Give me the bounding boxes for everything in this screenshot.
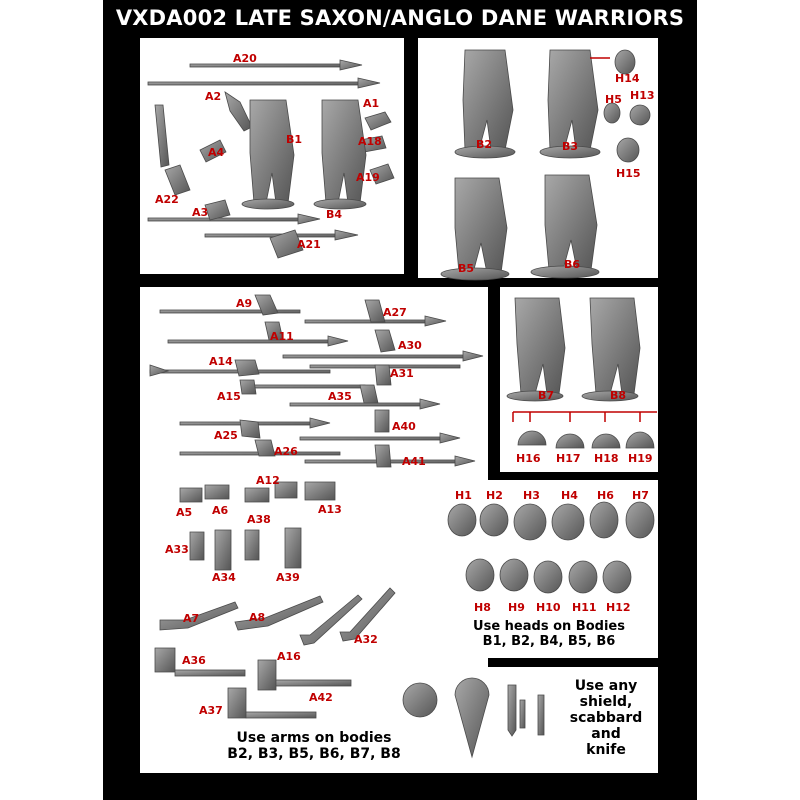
label-h8: H8 xyxy=(474,601,491,614)
heads-note-line2: B1, B2, B4, B5, B6 xyxy=(482,633,616,649)
label-a39: A39 xyxy=(276,571,300,584)
label-a2: A2 xyxy=(205,90,222,103)
label-a33: A33 xyxy=(165,543,189,556)
label-h19: H19 xyxy=(628,452,653,465)
label-a40: A40 xyxy=(392,420,416,433)
label-h6: H6 xyxy=(597,489,614,502)
label-h13: H13 xyxy=(630,89,655,102)
label-h10: H10 xyxy=(536,601,561,614)
label-a38: A38 xyxy=(247,513,271,526)
label-a13: A13 xyxy=(318,503,342,516)
label-b5: B5 xyxy=(458,262,475,275)
label-a35: A35 xyxy=(328,390,352,403)
label-a26: A26 xyxy=(274,445,298,458)
label-a9: A9 xyxy=(236,297,253,310)
label-a18: A18 xyxy=(358,135,382,148)
label-a20: A20 xyxy=(233,52,257,65)
label-a27: A27 xyxy=(383,306,407,319)
label-h15: H15 xyxy=(616,167,641,180)
label-a11: A11 xyxy=(270,330,294,343)
label-b7: B7 xyxy=(538,389,555,402)
shields-note-line1: Use any xyxy=(574,678,638,694)
label-a3: A3 xyxy=(192,206,209,219)
label-h1: H1 xyxy=(455,489,472,502)
label-a34: A34 xyxy=(212,571,236,584)
label-a19: A19 xyxy=(356,171,380,184)
label-h17: H17 xyxy=(556,452,581,465)
label-a16: A16 xyxy=(277,650,301,663)
label-h11: H11 xyxy=(572,601,597,614)
heads-note-line1: Use heads on Bodies xyxy=(473,619,625,634)
label-a22: A22 xyxy=(155,193,179,206)
label-a15: A15 xyxy=(217,390,241,403)
label-h18: H18 xyxy=(594,452,619,465)
label-a4: A4 xyxy=(208,146,225,159)
label-b3: B3 xyxy=(562,140,579,153)
label-a8: A8 xyxy=(249,611,266,624)
label-b2: B2 xyxy=(476,138,493,151)
label-h2: H2 xyxy=(486,489,503,502)
label-a12: A12 xyxy=(256,474,280,487)
label-h9: H9 xyxy=(508,601,525,614)
label-a30: A30 xyxy=(398,339,422,352)
label-a36: A36 xyxy=(182,654,206,667)
arms-note-line2: B2, B3, B5, B6, B7, B8 xyxy=(227,746,401,763)
label-a7: A7 xyxy=(183,612,200,625)
label-b8: B8 xyxy=(610,389,627,402)
label-b4: B4 xyxy=(326,208,343,221)
label-h4: H4 xyxy=(561,489,578,502)
label-a25: A25 xyxy=(214,429,238,442)
shields-note-line4: and xyxy=(591,726,621,743)
heads-note xyxy=(446,620,652,650)
shields-note-line2: shield, xyxy=(579,694,633,711)
label-a1: A1 xyxy=(363,97,380,110)
arms-note xyxy=(150,730,478,762)
shields-note-line5: knife xyxy=(586,742,626,759)
label-h12: H12 xyxy=(606,601,631,614)
shields-note xyxy=(560,678,652,758)
label-a21: A21 xyxy=(297,238,321,251)
label-h16: H16 xyxy=(516,452,541,465)
label-b6: B6 xyxy=(564,258,581,271)
label-h3: H3 xyxy=(523,489,540,502)
label-a31: A31 xyxy=(390,367,414,380)
label-a32: A32 xyxy=(354,633,378,646)
label-a42: A42 xyxy=(309,691,333,704)
label-a41: A41 xyxy=(402,455,426,468)
label-a6: A6 xyxy=(212,504,229,517)
label-b1: B1 xyxy=(286,133,303,146)
label-a5: A5 xyxy=(176,506,193,519)
label-a14: A14 xyxy=(209,355,233,368)
page-title: VXDA002 LATE SAXON/ANGLO DANE WARRIORS xyxy=(115,6,685,30)
label-h7: H7 xyxy=(632,489,649,502)
arms-note-line1: Use arms on bodies xyxy=(236,730,392,746)
shields-note-line3: scabbard xyxy=(569,710,643,727)
label-h14: H14 xyxy=(615,72,640,85)
label-a37: A37 xyxy=(199,704,223,717)
label-h5: H5 xyxy=(605,93,622,106)
